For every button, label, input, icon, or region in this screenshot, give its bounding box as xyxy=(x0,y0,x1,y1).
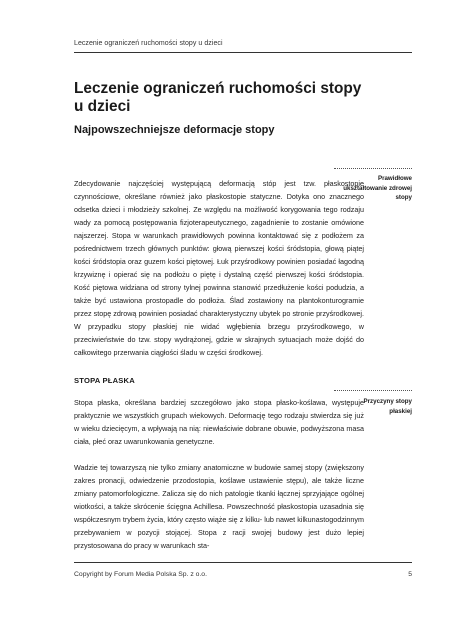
chapter-title: Leczenie ograniczeń ruchomości stopy u dzieci xyxy=(74,80,362,115)
main-text-block-2 xyxy=(74,396,364,448)
sidenote-healthy-foot: Prawidłowe ukształtowanie zdrowej stopy xyxy=(343,175,412,201)
header-divider xyxy=(74,52,412,53)
main-text-block-1 xyxy=(74,177,364,359)
paragraph-intro: Zdecydowanie najczęściej występującą deformacją stóp jest tzw. płaskostopie czynnościowe, określane również jako płaskostopie statyczne. Dotyka ono znacznego odsetka dzieci i młodzieży szkolnej. Ze względu na możliwość korygowania tego rodzaju wady za pomocą postępowania fizjoterapeutycznego, zagadnienie to zostanie omówione najszerzej. Stopa w warunkach prawidłowych powinna kontaktować się z podłożem za pośrednictwem trzech głównych punktów: głową pierwszej kości śródstopia, głową piątej kości śródstopia oraz guzem kości piętowej. Łuk przyśrodkowy powinien posiadać łagodną krzywiznę i opierać się na podłożu o piętę i dystalną część pierwszej kości śródstopia. Kość piętowa widziana od strony tylnej powinna stanowić przedłużenie kości podudzia, a także być ustawiona prostopadle do podłoża. Ślad zostawiony na plantokonturogramie przez stopę zdrową powinien posiadać charakterystyczny ubytek po stronie przyśrodkowej. W przypadku stopy płaskiej nie widać wgłębienia brzegu przyśrodkowego, w przeciwieństwie do tzw. stopy wydrążonej, gdzie w skrajnych sytuacjach może dojść do całkowitego przerwania ciągłości śladu w części środkowej. xyxy=(74,179,364,357)
footer-copyright: Copyright by Forum Media Polska Sp. z o.o. xyxy=(74,571,207,578)
running-header: Leczenie ograniczeń ruchomości stopy u dzieci xyxy=(74,40,223,47)
chapter-subtitle: Najpowszechniejsze deformacje stopy xyxy=(74,124,275,136)
main-text-block-3 xyxy=(74,461,364,552)
footer-divider xyxy=(74,562,412,563)
paragraph-flat-foot-causes: Wadzie tej towarzyszą nie tylko zmiany anatomiczne w budowie samej stopy (zwiększony zakres pronacji, odwiedzenie przodostopia, koślawe ustawienie stępu), ale także liczne zmiany patomorfologiczne. Zalicza się do nich patologie tkanki łącznej sprzyjające ogólnej wiotkości, a także skrócenie ścięgna Achillesa. Powszechność płaskostopia uzasadnia się współczesnym trybem życia, który często wiąże się z kilku- lub nawet kilkunastogodzinnym przebywaniem w pozycji stojącej. Stopa z racji swojej budowy jest dużo lepiej przystosowana do pracy w warunkach sta- xyxy=(74,463,364,550)
sidenote-divider xyxy=(334,390,412,391)
page-number: 5 xyxy=(408,571,412,578)
section-heading-flat-foot: STOPA PŁASKA xyxy=(74,376,135,385)
sidenote-flat-foot-causes: Przyczyny stopy płaskiej xyxy=(363,398,412,415)
paragraph-flat-foot: Stopa płaska, określana bardziej szczegółowo jako stopa płasko-koślawa, występuje praktycznie we wszystkich grupach wiekowych. Deformację tego rodzaju stwierdza się już w wieku dziecięcym, a wpływają na nią: niewłaściwie dobrane obuwie, podwyższona masa ciała, płeć oraz uwarunkowania genetyczne. xyxy=(74,398,364,446)
sidenote-divider xyxy=(334,168,412,169)
